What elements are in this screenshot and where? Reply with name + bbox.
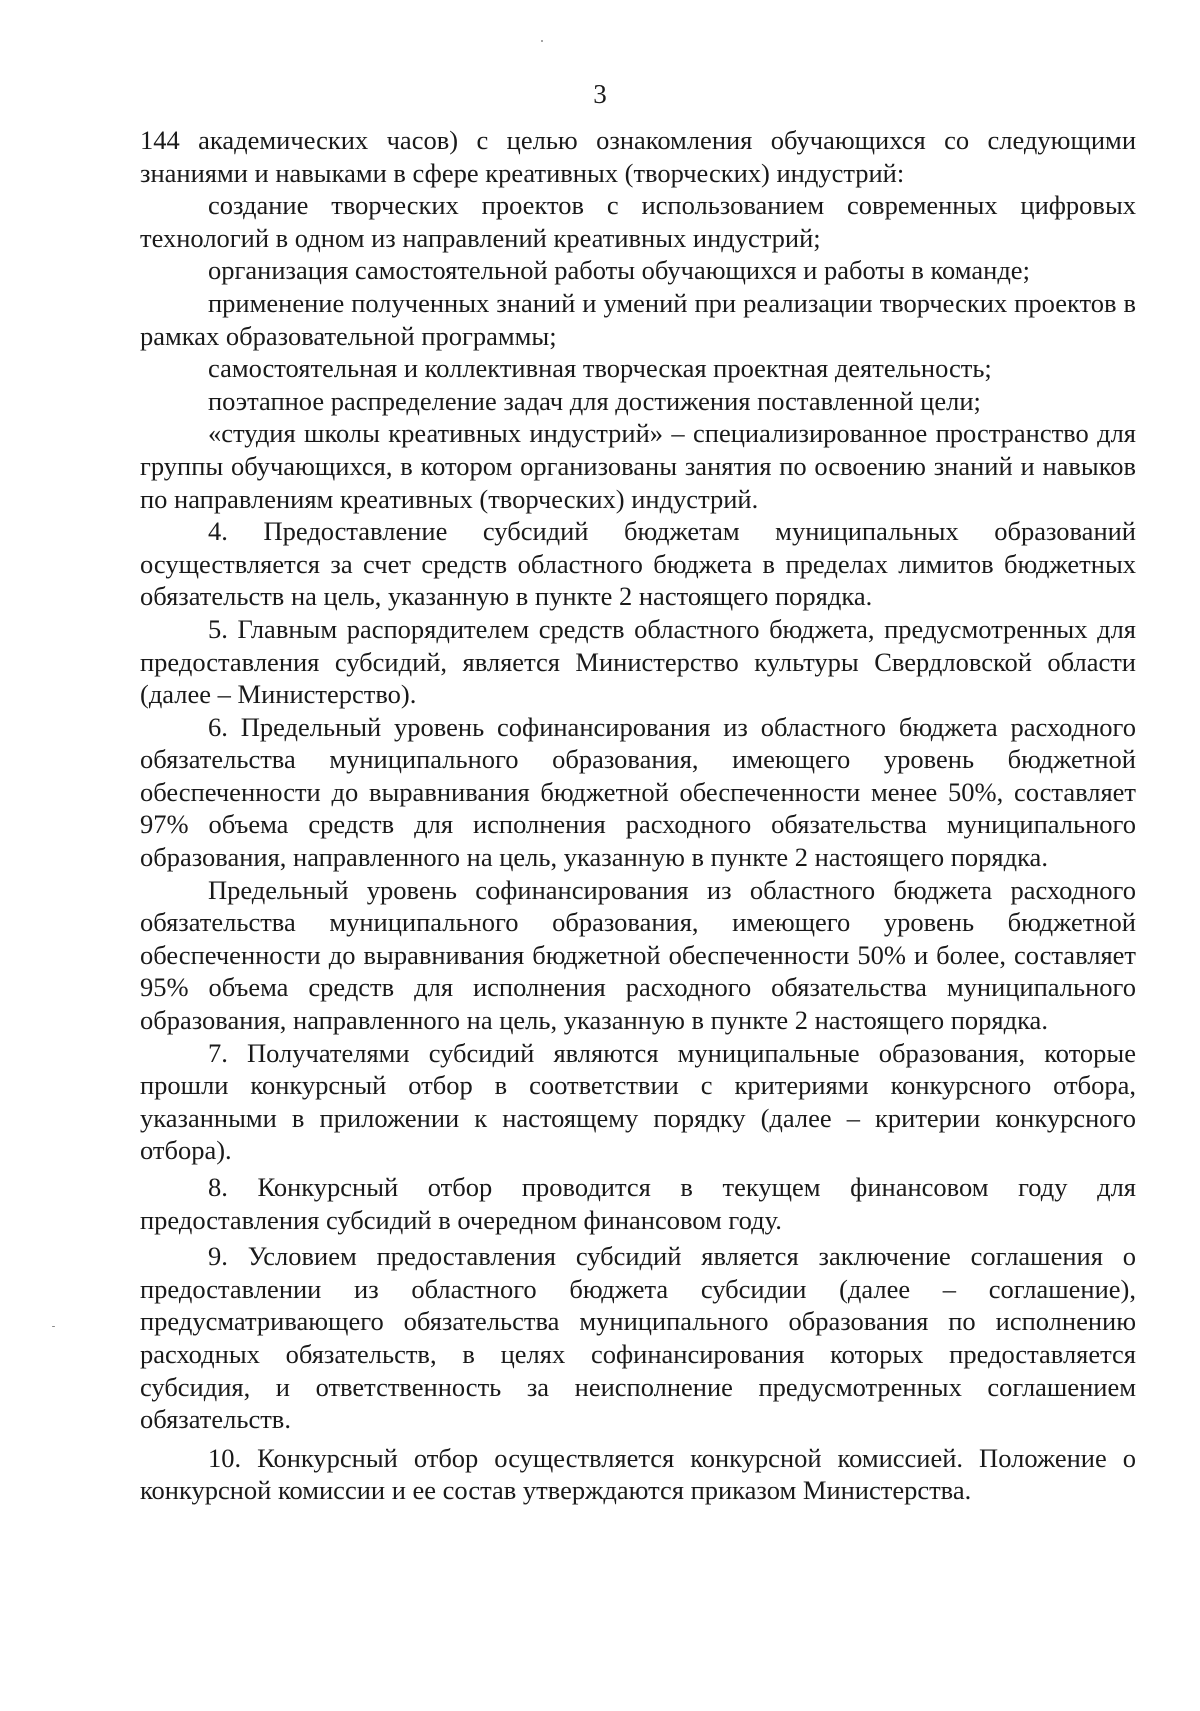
list-item-knowledge-application: применение полученных знаний и умений при реализации творческих проектов в рамках образовательной программы; (140, 287, 1136, 351)
clause-7: 7. Получателями субсидий являются муниципальные образования, которые прошли конкурсный отбор в соответствии с критериями конкурсного отбора, указанными в приложении к настоящему порядку (далее – критерии конкурсного отбора). (140, 1037, 1136, 1166)
list-item-team-work: организация самостоятельной работы обучающихся и работы в команде; (208, 255, 1030, 286)
clause-10: 10. Конкурсный отбор осуществляется конкурсной комиссией. Положение о конкурсной комиссии и ее состав утверждаются приказом Министерства. (140, 1442, 1136, 1506)
clause-4: 4. Предоставление субсидий бюджетам муниципальных образований осуществляется за счет средств областного бюджета в пределах лимитов бюджетных обязательств на цель, указанную в пункте 2 настоящего порядка. (140, 516, 1136, 612)
list-item-project-activity: самостоятельная и коллективная творческая проектная деятельность; (208, 353, 992, 384)
page-number: 3 (593, 79, 607, 109)
clause-8: 8. Конкурсный отбор проводится в текущем финансовом году для предоставления субсидий в очередном финансовом году. (140, 1172, 1136, 1235)
scan-speck (541, 40, 543, 42)
clause-9: 9. Условием предоставления субсидий является заключение соглашения о предоставлении из областного бюджета субсидии (далее – соглашение), предусматривающего обязательства муниципального образования по исполнению расходных обязательств, в целях софинансирования которых предоставляется субсидия, и ответственность за неисполнение предусмотренных соглашением обязательств. (140, 1241, 1136, 1435)
list-item-creative-projects: создание творческих проектов с использованием современных цифровых технологий в одном из направлений креативных индустрий; (140, 190, 1136, 253)
scan-speck (52, 1326, 55, 1327)
clause-6-continued: Предельный уровень софинансирования из областного бюджета расходного обязательства муниципального образования, имеющего уровень бюджетной обеспеченности до выравнивания бюджетной обеспеченности 50% и более, составляет 95% объема средств для исполнения расходного обязательства муниципального образования, направленного на цель, указанную в пункте 2 настоящего порядка. (140, 874, 1136, 1036)
paragraph-continuation: 144 академических часов) с целью ознакомления обучающихся со следующими знаниями и навыками в сфере креативных (творческих) индустрий: (140, 125, 1136, 188)
clause-5: 5. Главным распорядителем средств областного бюджета, предусмотренных для предоставления субсидий, является Министерство культуры Свердловской области (далее – Министерство). (140, 613, 1136, 710)
definition-studio: «студия школы креативных индустрий» – специализированное пространство для группы обучающихся, в котором организованы занятия по освоению знаний и навыков по направлениям креативных (творческих) индустрий. (140, 418, 1136, 514)
list-item-task-distribution: поэтапное распределение задач для достижения поставленной цели; (208, 385, 981, 416)
clause-6: 6. Предельный уровень софинансирования из областного бюджета расходного обязательства муниципального образования, имеющего уровень бюджетной обеспеченности до выравнивания бюджетной обеспеченности менее 50%, составляет 97% объема средств для исполнения расходного обязательства муниципального образования, направленного на цель, указанную в пункте 2 настоящего порядка. (140, 711, 1136, 873)
document-body (140, 124, 1136, 1507)
